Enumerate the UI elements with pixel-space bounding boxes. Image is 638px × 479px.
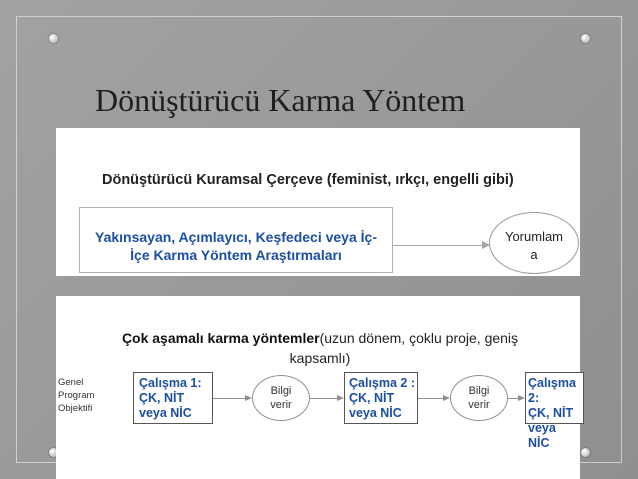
arrow-right-icon xyxy=(245,395,252,401)
interpretation-line2: a xyxy=(530,247,538,262)
study-1-text: Çalışma 1: ÇK, NİT veya NİC xyxy=(139,376,202,420)
slide-title: Dönüştürücü Karma Yöntem xyxy=(95,82,466,118)
study-3-text: Çalışma 2: ÇK, NİT veya NİC xyxy=(528,376,576,450)
arrow-right-icon xyxy=(443,395,450,401)
method-text-line1: Yakınsayan, Açımlayıcı, Keşfedeci veya İç- xyxy=(95,229,377,245)
info-text-2 xyxy=(450,384,508,412)
method-text xyxy=(79,228,393,264)
multi-phase-bold: Çok aşamalı karma yöntemler xyxy=(121,330,320,346)
info-1-line2: verir xyxy=(270,399,292,411)
multi-phase-line1 xyxy=(60,328,580,348)
general-program-label xyxy=(58,376,94,415)
connector-line xyxy=(418,398,443,399)
study-2-text: Çalışma 2 : ÇK, NİT veya NİC xyxy=(349,376,416,420)
connector-line xyxy=(310,398,337,399)
interpretation-text xyxy=(489,228,579,264)
arrow-right-icon xyxy=(518,395,525,401)
general-line1: Genel xyxy=(58,377,84,388)
framework-text: Dönüştürücü Kuramsal Çerçeve (feminist, ırkçı, engelli gibi) xyxy=(102,172,514,188)
general-line3: Objektifi xyxy=(58,403,93,414)
arrow-right-icon xyxy=(337,395,344,401)
pin-icon xyxy=(581,448,590,457)
connector-line xyxy=(213,398,245,399)
info-1-line1: Bilgi xyxy=(270,385,292,397)
pin-icon xyxy=(49,34,58,43)
interpretation-line1: Yorumlam xyxy=(504,229,564,244)
method-text-line2: İçe Karma Yöntem Araştırmaları xyxy=(130,247,342,263)
pin-icon xyxy=(581,34,590,43)
multi-phase-text xyxy=(60,328,580,368)
multi-phase-rest: (uzun dönem, çoklu proje, geniş xyxy=(319,330,519,346)
general-line2: Program xyxy=(58,390,95,401)
arrow-line xyxy=(393,245,489,246)
connector-line xyxy=(508,398,518,399)
info-2-line1: Bilgi xyxy=(468,385,490,397)
info-2-line2: verir xyxy=(468,399,490,411)
info-text-1 xyxy=(252,384,310,412)
multi-phase-line2: kapsamlı) xyxy=(289,350,351,366)
